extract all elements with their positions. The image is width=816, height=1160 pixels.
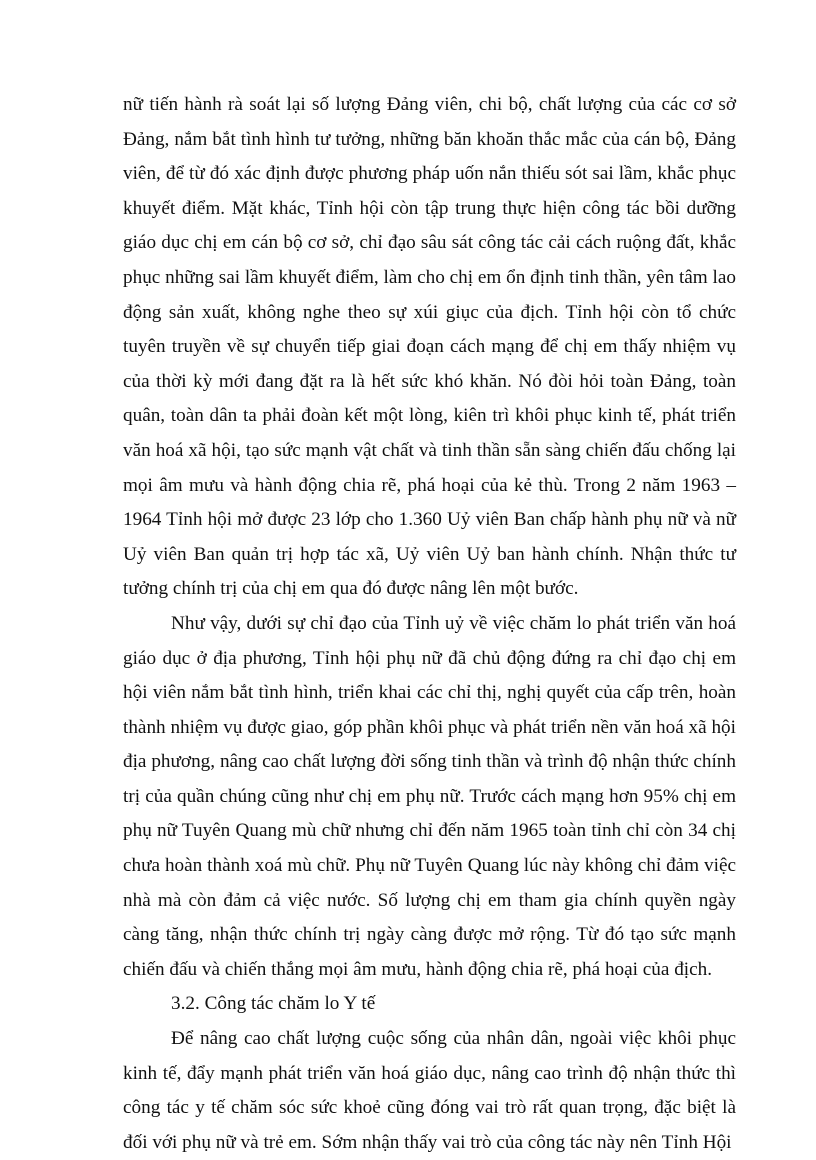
section-heading: 3.2. Công tác chăm lo Y tế [171,993,376,1015]
paragraph-summary: Như vậy, dưới sự chỉ đạo của Tỉnh uỷ về việc chăm lo phát triển văn hoá giáo dục ở địa phương, Tỉnh hội phụ nữ đã chủ động đứng ra chỉ đạo chị em hội viên nắm bắt tình hình, triển khai các chỉ thị, nghị quyết của cấp trên, hoàn thành nhiệm vụ được giao, góp phần khôi phục và phát triển nền văn hoá xã hội địa phương, nâng cao chất lượng đời sống tinh thần và trình độ nhận thức chính trị của quần chúng cũng như chị em phụ nữ. Trước cách mạng hơn 95% chị em phụ nữ Tuyên Quang mù chữ nhưng chỉ đến năm 1965 toàn tỉnh chỉ còn 34 chị chưa hoàn thành xoá mù chữ. Phụ nữ Tuyên Quang lúc này không chỉ đảm việc nhà mà còn đảm cả việc nước. Số lượng chị em tham gia chính quyền ngày càng tăng, nhận thức chính trị ngày càng được mở rộng. Từ đó tạo sức mạnh chiến đấu và chiến thắng mọi âm mưu, hành động chia rẽ, phá hoại của địch. [123,612,736,980]
paragraph-continuation: nữ tiến hành rà soát lại số lượng Đảng viên, chi bộ, chất lượng của các cơ sở Đảng, nắm bắt tình hình tư tưởng, những băn khoăn thắc mắc của cán bộ, Đảng viên, để từ đó xác định được phương pháp uốn nắn thiếu sót sai lầm, khắc phục khuyết điểm. Mặt khác, Tỉnh hội còn tập trung thực hiện công tác bồi dưỡng giáo dục chị em cán bộ cơ sở, chỉ đạo sâu sát công tác cải cách ruộng đất, khắc phục những sai lầm khuyết điểm, làm cho chị em ổn định tinh thần, yên tâm lao động sản xuất, không nghe theo sự xúi giục của địch. Tỉnh hội còn tổ chức tuyên truyền về sự chuyển tiếp giai đoạn cách mạng để chị em thấy nhiệm vụ của thời kỳ mới đang đặt ra là hết sức khó khăn. Nó đòi hỏi toàn Đảng, toàn quân, toàn dân ta phải đoàn kết một lòng, kiên trì khôi phục kinh tế, phát triển văn hoá xã hội, tạo sức mạnh vật chất và tinh thần sẵn sàng chiến đấu chống lại mọi âm mưu và hành động chia rẽ, phá hoại của kẻ thù. Trong 2 năm 1963 – 1964 Tỉnh hội mở được 23 lớp cho 1.360 Uỷ viên Ban chấp hành phụ nữ và nữ Uỷ viên Ban quản trị hợp tác xã, Uỷ viên Uỷ ban hành chính. Nhận thức tư tưởng chính trị của chị em qua đó được nâng lên một bước. [123,94,736,600]
paragraph-health: Để nâng cao chất lượng cuộc sống của nhân dân, ngoài việc khôi phục kinh tế, đẩy mạnh phát triển văn hoá giáo dục, nâng cao trình độ nhận thức thì công tác y tế chăm sóc sức khoẻ cũng đóng vai trò rất quan trọng, đặc biệt là đối với phụ nữ và trẻ em. Sớm nhận thấy vai trò của công tác này nên Tỉnh Hội [123,1028,736,1153]
document-page [123,88,736,1160]
